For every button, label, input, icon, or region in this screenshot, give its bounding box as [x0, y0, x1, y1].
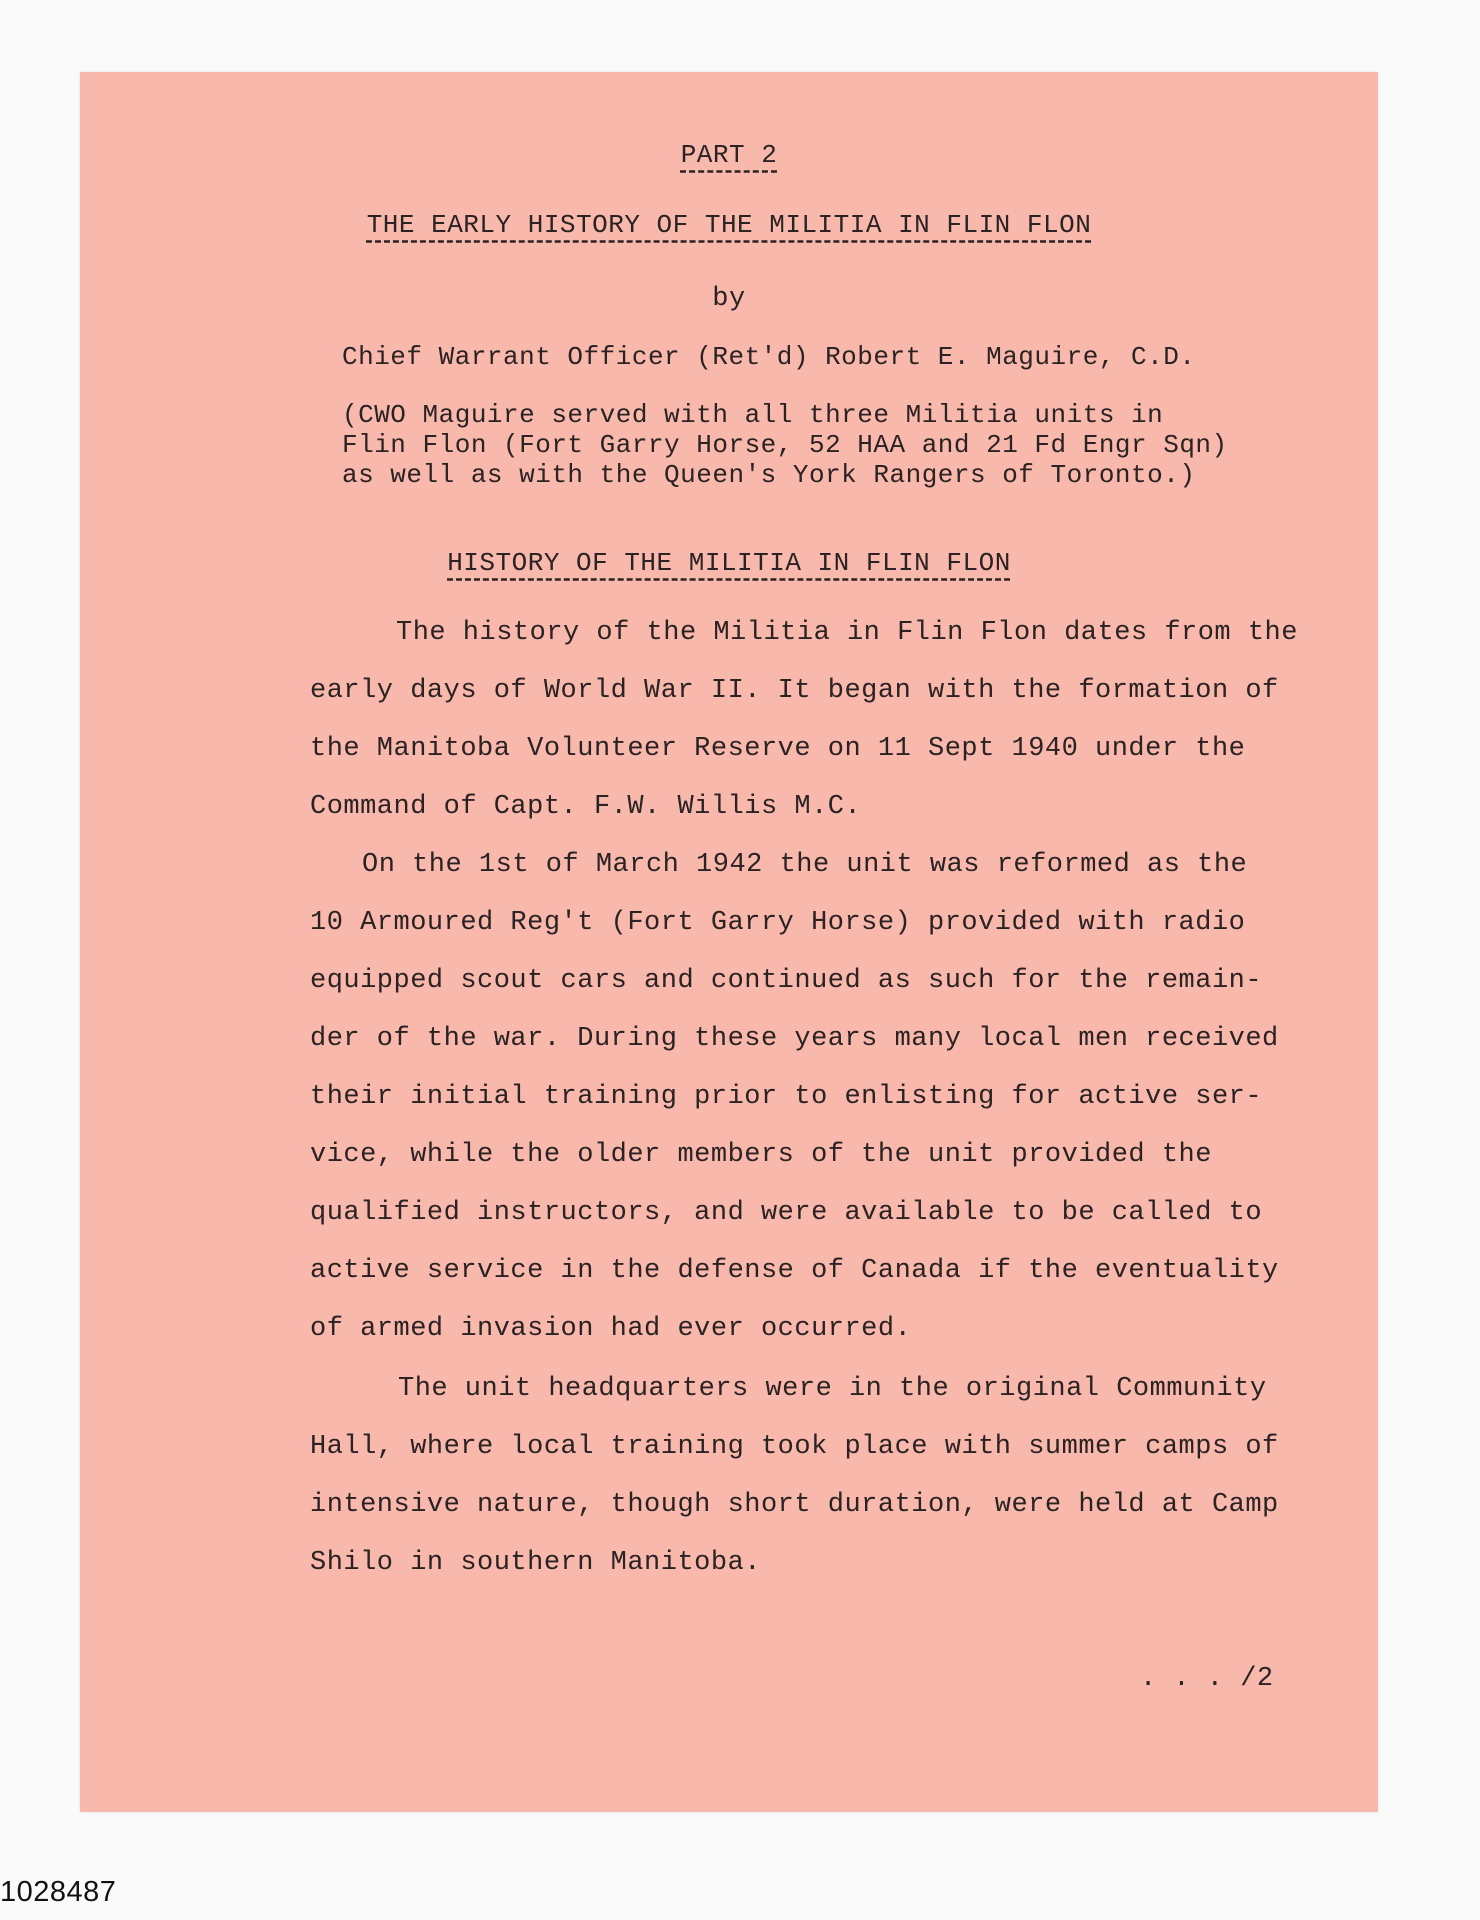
body-line: equipped scout cars and continued as such for the remain-: [310, 966, 1263, 996]
section-heading: HISTORY OF THE MILITIA IN FLIN FLON: [447, 548, 1011, 578]
page-continuation: . . . /2: [1140, 1664, 1274, 1694]
body-line: active service in the defense of Canada if the eventuality: [310, 1256, 1279, 1286]
byline-by: by: [712, 284, 746, 314]
body-line: intensive nature, though short duration, were held at Camp: [310, 1490, 1279, 1520]
document-id: 1028487: [0, 1876, 117, 1908]
body-line: Command of Capt. F.W. Willis M.C.: [310, 792, 862, 822]
body-line: early days of World War II. It began with the formation of: [310, 676, 1279, 706]
body-line: 10 Armoured Reg't (Fort Garry Horse) provided with radio: [310, 908, 1246, 938]
document-page: [80, 72, 1378, 1812]
body-line: On the 1st of March 1942 the unit was reformed as the: [362, 850, 1248, 880]
body-line: of armed invasion had ever occurred.: [310, 1314, 912, 1344]
document-title: THE EARLY HISTORY OF THE MILITIA IN FLIN FLON: [366, 210, 1092, 240]
body-line: the Manitoba Volunteer Reserve on 11 Sept 1940 under the: [310, 734, 1246, 764]
body-line: der of the war. During these years many local men received: [310, 1024, 1279, 1054]
body-line: qualified instructors, and were available to be called to: [310, 1198, 1263, 1228]
author-note-line: as well as with the Queen's York Rangers of Toronto.): [342, 460, 1196, 490]
author-note-line: Flin Flon (Fort Garry Horse, 52 HAA and 21 Fd Engr Sqn): [342, 430, 1228, 460]
body-line: The history of the Militia in Flin Flon dates from the: [396, 618, 1298, 648]
author-note-line: (CWO Maguire served with all three Militia units in: [342, 400, 1164, 430]
body-line: Hall, where local training took place with summer camps of: [310, 1432, 1279, 1462]
body-line: Shilo in southern Manitoba.: [310, 1548, 761, 1578]
body-line: vice, while the older members of the unit provided the: [310, 1140, 1212, 1170]
body-line: their initial training prior to enlisting for active ser-: [310, 1082, 1263, 1112]
body-line: The unit headquarters were in the original Community: [398, 1374, 1267, 1404]
part-label: PART 2: [680, 140, 778, 170]
author-line: Chief Warrant Officer (Ret'd) Robert E. Maguire, C.D.: [342, 342, 1196, 372]
